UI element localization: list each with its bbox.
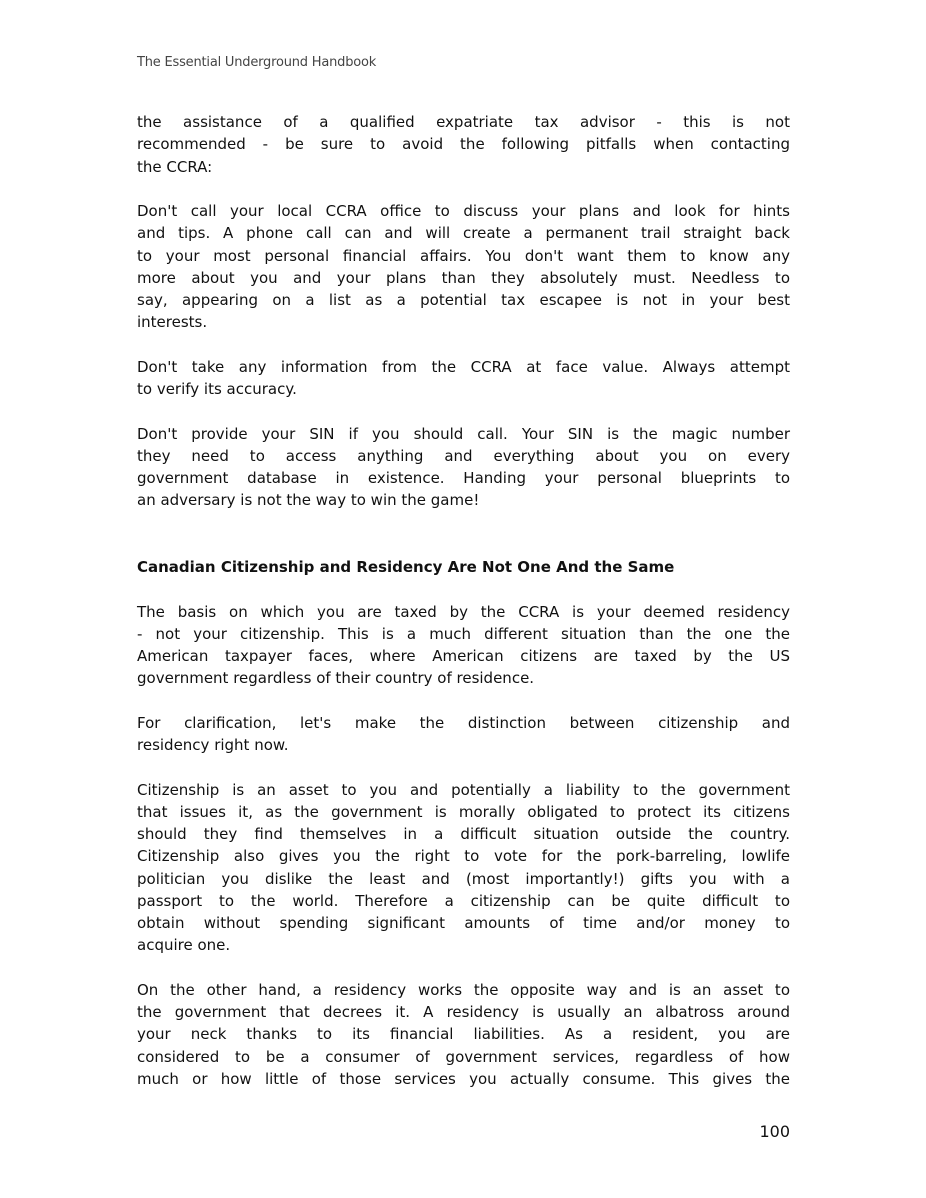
paragraph — [137, 111, 790, 178]
text-line: interests. — [137, 313, 208, 332]
text-line: Citizenship also gives you the right to vote for the pork-barreling, lowlife — [137, 847, 790, 866]
text-line: Don't provide your SIN if you should call. Your SIN is the magic number — [137, 424, 790, 443]
text-line: to your most personal financial affairs. You don't want them to know any — [137, 246, 790, 265]
text-line: The basis on which you are taxed by the CCRA is your deemed residency — [137, 602, 790, 621]
text-line: to verify its accuracy. — [137, 380, 297, 398]
text-line: the CCRA: — [137, 157, 213, 176]
paragraph — [137, 356, 790, 401]
text-line: recommended - be sure to avoid the following pitfalls when contacting — [137, 135, 790, 154]
text-line: government database in existence. Handing your personal blueprints to — [137, 469, 790, 487]
paragraph — [137, 979, 790, 1090]
text-line: American taxpayer faces, where American citizens are taxed by the US — [137, 647, 790, 665]
paragraph — [137, 423, 790, 512]
text-line: they need to access anything and everything about you on every — [137, 446, 790, 465]
text-line: your neck thanks to its financial liabilities. As a resident, you are — [137, 1025, 790, 1044]
page-body — [137, 111, 790, 1112]
text-line: Don't take any information from the CCRA at face value. Always attempt — [137, 357, 790, 376]
page-number: 100 — [759, 1122, 790, 1141]
running-header: The Essential Underground Handbook — [137, 55, 377, 70]
text-line: acquire one. — [137, 936, 231, 955]
text-line: Don't call your local CCRA office to discuss your plans and look for hints — [137, 202, 790, 220]
text-line: Citizenship is an asset to you and potentially a liability to the government — [137, 780, 790, 799]
text-line: that issues it, as the government is morally obligated to protect its citizens — [137, 802, 790, 821]
section-heading: Canadian Citizenship and Residency Are Not One And the Same — [137, 558, 675, 576]
text-line: On the other hand, a residency works the opposite way and is an asset to — [137, 980, 790, 999]
text-line: passport to the world. Therefore a citizenship can be quite difficult to — [137, 891, 790, 910]
text-line: - not your citizenship. This is a much different situation than the one the — [137, 624, 790, 643]
text-line: residency right now. — [137, 736, 289, 754]
paragraph — [137, 601, 790, 690]
text-line: should they find themselves in a difficult situation outside the country. — [137, 825, 790, 843]
paragraph — [137, 779, 790, 957]
paragraph — [137, 712, 790, 757]
text-line: and tips. A phone call can and will create a permanent trail straight back — [137, 224, 790, 243]
text-line: obtain without spending significant amounts of time and/or money to — [137, 914, 790, 932]
text-line: politician you dislike the least and (most importantly!) gifts you with a — [137, 869, 790, 888]
text-line: government regardless of their country of residence. — [137, 669, 535, 688]
text-line: the assistance of a qualified expatriate tax advisor - this is not — [137, 113, 790, 131]
text-line: considered to be a consumer of government services, regardless of how — [137, 1047, 790, 1066]
text-line: more about you and your plans than they absolutely must. Needless to — [137, 268, 790, 287]
text-line: much or how little of those services you actually consume. This gives the — [137, 1069, 790, 1088]
paragraph — [137, 200, 790, 334]
text-line: an adversary is not the way to win the game! — [137, 491, 480, 510]
text-line: For clarification, let's make the distinction between citizenship and — [137, 713, 790, 732]
text-line: the government that decrees it. A residency is usually an albatross around — [137, 1003, 790, 1021]
text-line: say, appearing on a list as a potential tax escapee is not in your best — [137, 291, 790, 309]
